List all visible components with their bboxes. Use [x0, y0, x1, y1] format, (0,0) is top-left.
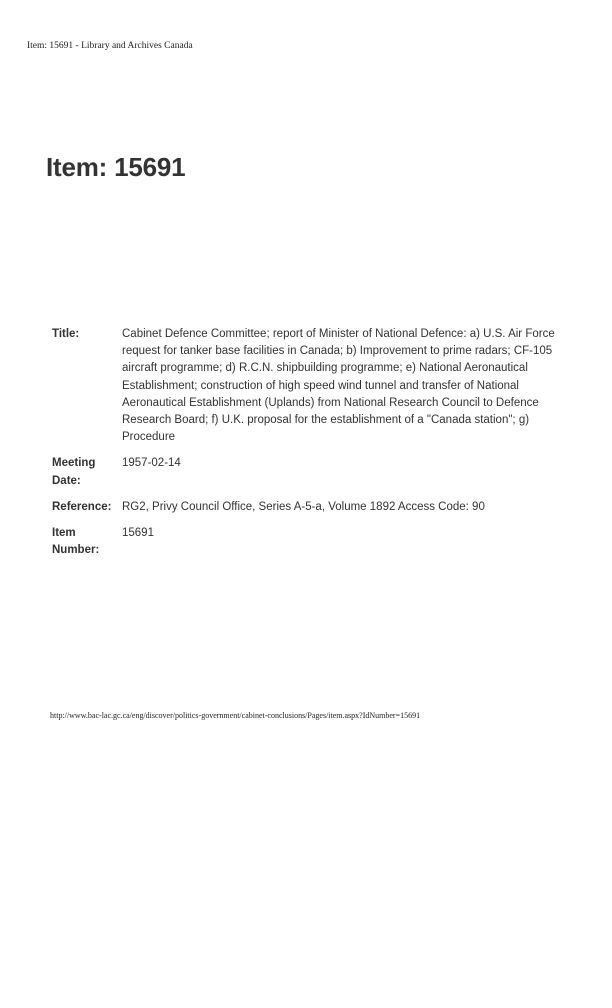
item-number-value: 15691: [122, 527, 154, 540]
item-metadata-table: [52, 326, 582, 568]
meeting-date-value: 1957-02-14: [122, 457, 181, 470]
item-number-row: [52, 525, 582, 568]
page-header: Item: 15691 - Library and Archives Canada: [27, 41, 193, 51]
title-label: Title:: [52, 328, 80, 340]
source-url: http://www.bac-lac.gc.ca/eng/discover/politics-government/cabinet-conclusions/Pages/item.aspx?IdNumber=15691: [50, 711, 421, 720]
reference-row: [52, 499, 582, 525]
reference-label: Reference:: [52, 500, 112, 513]
meeting-date-label: Meeting Date:: [52, 457, 96, 487]
title-row: [52, 326, 582, 455]
title-value: Cabinet Defence Committee; report of Minister of National Defence: a) U.S. Air Force request for tanker base facilities in Canada; b) Improvement to prime radars; CF-105 aircraft programme; d) R.C.N. shipbuilding programme; e) National Aeronautical Establishment; construction of high speed wind tunnel and transfer of National Aeronautical Establishment (Uplands) from National Research Council to Defence Research Board; f) U.K. proposal for the establishment of a "Canada station"; g) Procedure: [122, 328, 555, 444]
reference-value: RG2, Privy Council Office, Series A-5-a, Volume 1892 Access Code: 90: [122, 500, 485, 513]
page-title: Item: 15691: [46, 152, 186, 182]
item-number-label: Item Number:: [52, 527, 100, 557]
meeting-date-row: [52, 455, 582, 498]
